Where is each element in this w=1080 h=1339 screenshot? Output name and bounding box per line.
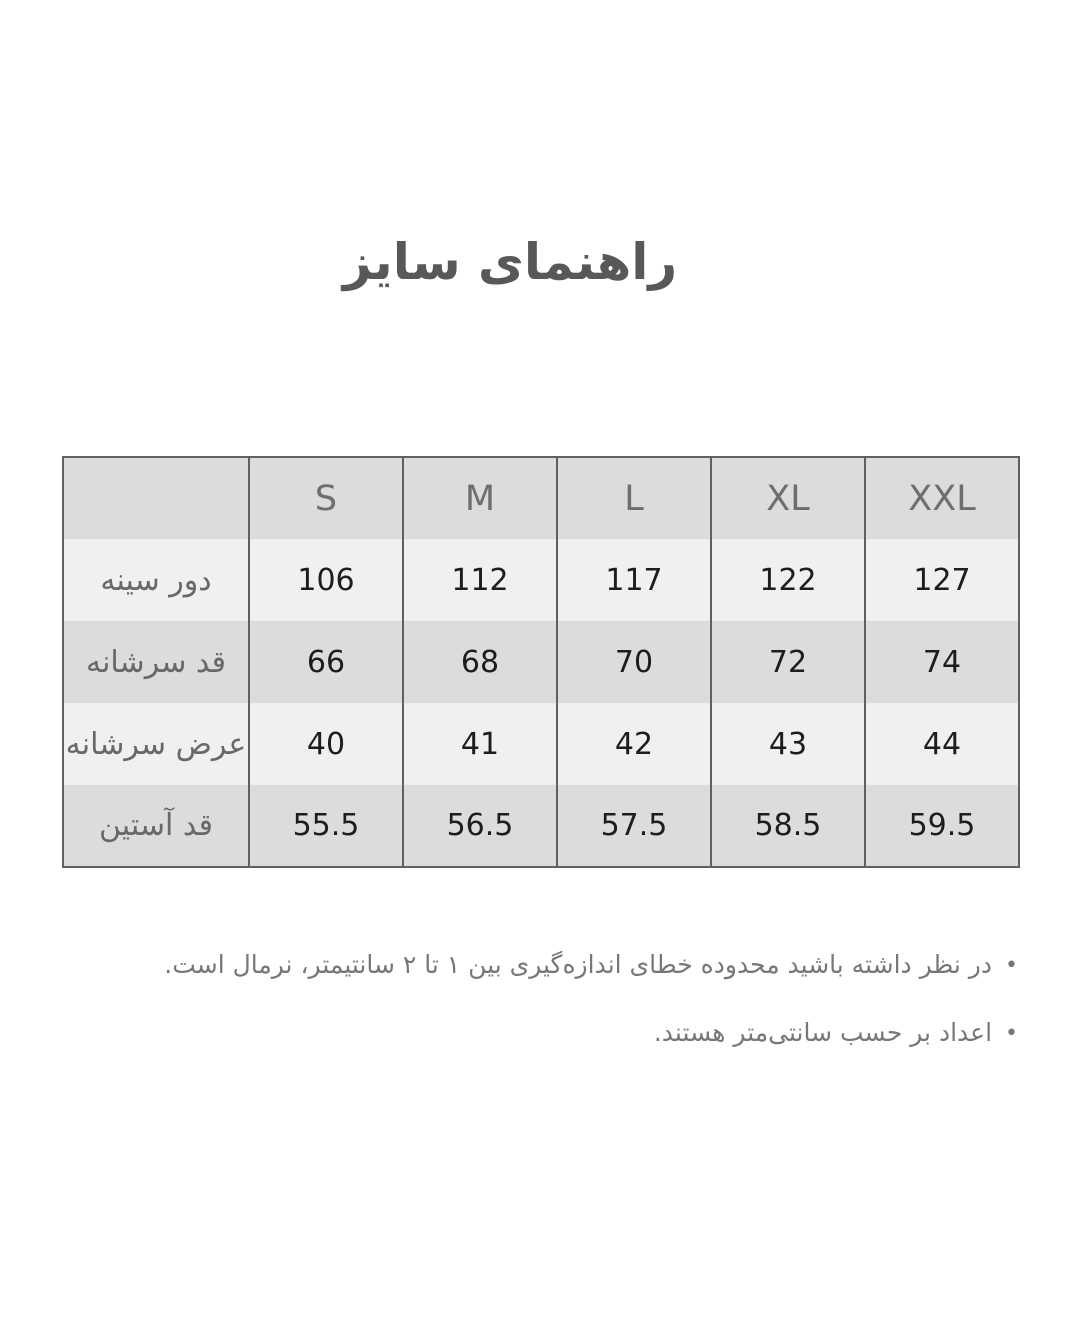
- value-cell: 40: [249, 703, 403, 785]
- note-item: [62, 948, 1018, 983]
- value-cell: 43: [711, 703, 865, 785]
- value-cell: 58.5: [711, 785, 865, 867]
- size-table: [62, 456, 1020, 868]
- note-text: در نظر داشته باشید محدوده خطای اندازه‌گیری بین ۱ تا ۲ سانتیمتر، نرمال است.: [164, 950, 993, 979]
- value-cell: 42: [557, 703, 711, 785]
- value-cell: 112: [403, 539, 557, 621]
- value-cell: 57.5: [557, 785, 711, 867]
- value-cell: 122: [711, 539, 865, 621]
- value-cell: 55.5: [249, 785, 403, 867]
- value-cell: 68: [403, 621, 557, 703]
- value-cell: 106: [249, 539, 403, 621]
- value-cell: 72: [711, 621, 865, 703]
- row-label: قد سرشانه: [63, 621, 249, 703]
- value-cell: 59.5: [865, 785, 1019, 867]
- bullet-icon: •: [1005, 1021, 1018, 1046]
- header-cell-l: L: [557, 457, 711, 539]
- bullet-icon: •: [1005, 953, 1018, 978]
- row-label: دور سینه: [63, 539, 249, 621]
- page-title: راهنمای سایز: [342, 233, 678, 291]
- table-row-chest: [63, 539, 1019, 621]
- value-cell: 44: [865, 703, 1019, 785]
- note-text: اعداد بر حسب سانتی‌متر هستند.: [653, 1018, 993, 1047]
- value-cell: 74: [865, 621, 1019, 703]
- value-cell: 66: [249, 621, 403, 703]
- row-label: قد آستین: [63, 785, 249, 867]
- value-cell: 117: [557, 539, 711, 621]
- header-cell-xl: XL: [711, 457, 865, 539]
- header-cell-m: M: [403, 457, 557, 539]
- row-label: عرض سرشانه: [63, 703, 249, 785]
- table-row-sleeve-length: [63, 785, 1019, 867]
- value-cell: 127: [865, 539, 1019, 621]
- corner-cell: [63, 457, 249, 539]
- value-cell: 70: [557, 621, 711, 703]
- value-cell: 41: [403, 703, 557, 785]
- value-cell: 56.5: [403, 785, 557, 867]
- notes-list: [62, 948, 1018, 1084]
- header-cell-xxl: XXL: [865, 457, 1019, 539]
- table-header-row: [63, 457, 1019, 539]
- header-cell-s: S: [249, 457, 403, 539]
- note-item: [62, 1016, 1018, 1051]
- table-row-shoulder-length: [63, 621, 1019, 703]
- table-row-shoulder-width: [63, 703, 1019, 785]
